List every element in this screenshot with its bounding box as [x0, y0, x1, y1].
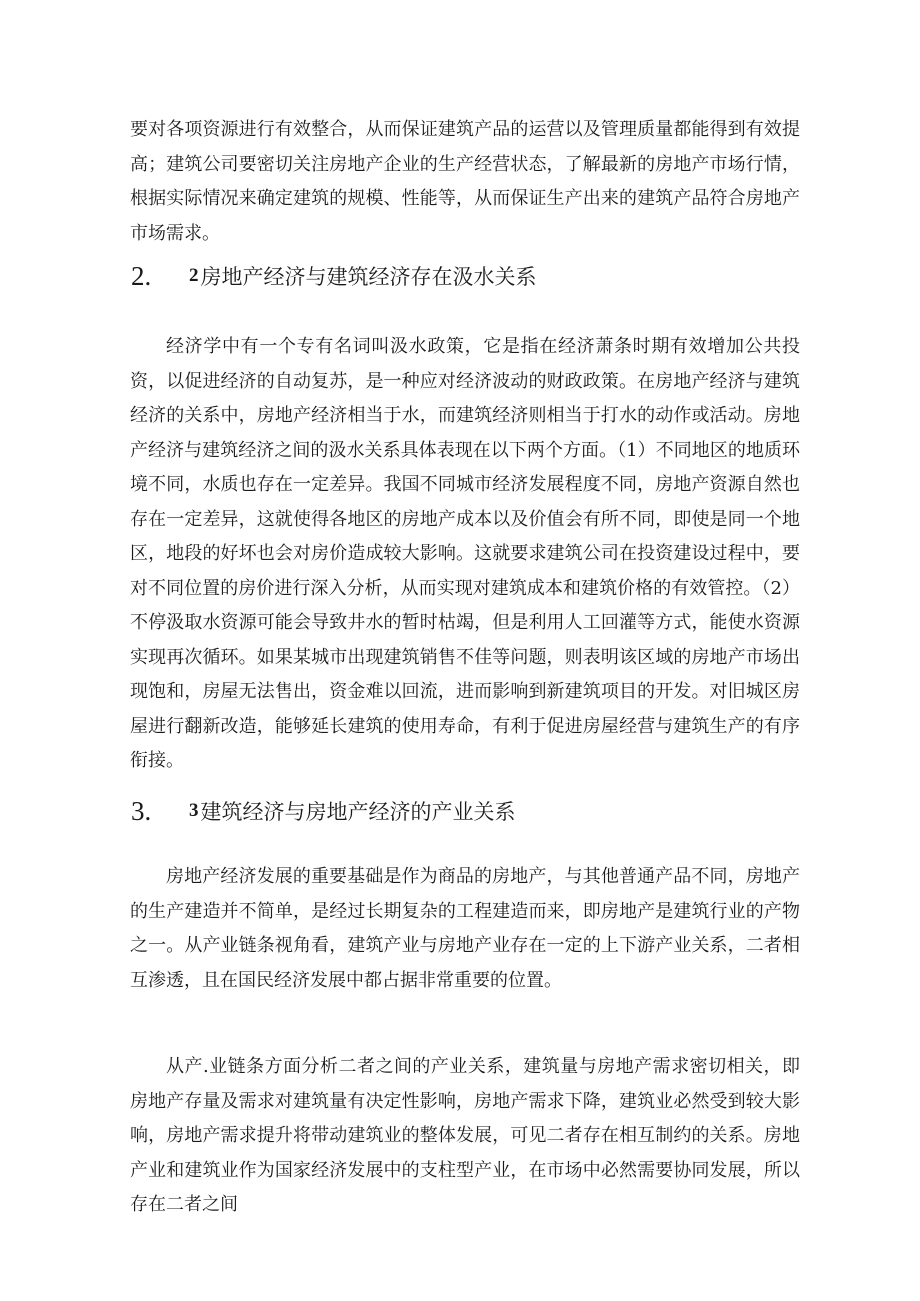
section-2-number: 2. — [131, 260, 152, 291]
section-3-paragraph-1: 房地产经济发展的重要基础是作为商品的房地产，与其他普通产品不同，房地产的生产建造并不简单，是经过长期复杂的工程建造而来，即房地产是建筑行业的产物之一。从产业链条视角看，建筑产业与房地产业存在一定的上下游产业关系，二者相互渗透，且在国民经济发展中都占据非常重要的位置。 — [130, 866, 800, 991]
section-2-heading — [131, 256, 537, 296]
section-2-title: 房地产经济与建筑经济存在汲水关系 — [200, 265, 537, 289]
section-3-title: 建筑经济与房地产经济的产业关系 — [200, 800, 516, 824]
section-3-heading — [131, 791, 516, 831]
section-3-paragraph-2: 从产.业链条方面分析二者之间的产业关系，建筑量与房地产需求密切相关，即房地产存量及需求对建筑量有决定性影响，房地产需求下降，建筑业必然受到较大影响，房地产需求提升将带动建筑业的整体发展，可见二者存在相互制约的关系。房地产业和建筑业作为国家经济发展中的支柱型产业，在市场中必然需要协同发展，所以存在二者之间 — [130, 1056, 800, 1215]
section-3-sub-number: 3 — [189, 800, 199, 821]
intro-paragraph: 要对各项资源进行有效整合，从而保证建筑产品的运营以及管理质量都能得到有效提高；建筑公司要密切关注房地产企业的生产经营状态，了解最新的房地产市场行情，根据实际情况来确定建筑的规模、性能等，从而保证生产出来的建筑产品符合房地产市场需求。 — [130, 119, 800, 244]
section-3-number: 3. — [131, 795, 152, 826]
section-2-sub-number: 2 — [189, 265, 199, 286]
section-2-paragraph: 经济学中有一个专有名词叫汲水政策，它是指在经济萧条时期有效增加公共投资，以促进经济的自动复苏，是一种应对经济波动的财政政策。在房地产经济与建筑经济的关系中，房地产经济相当于水，而建筑经济则相当于打水的动作或活动。房地产经济与建筑经济之间的汲水关系具体表现在以下两个方面。（1）不同地区的地质环境不同，水质也存在一定差异。我国不同城市经济发展程度不同，房地产资源自然也存在一定差异，这就使得各地区的房地产成本以及价值会有所不同，即使是同一个地区，地段的好坏也会对房价造成较大影响。这就要求建筑公司在投资建设过程中，要对不同位置的房价进行深入分析，从而实现对建筑成本和建筑价格的有效管控。（2）不停汲取水资源可能会导致井水的暂时枯竭，但是利用人工回灌等方式，能使水资源实现再次循环。如果某城市出现建筑销售不佳等问题，则表明该区域的房地产市场出现饱和，房屋无法售出，资金难以回流，进而影响到新建筑项目的开发。对旧城区房屋进行翻新改造，能够延长建筑的使用寿命，有利于促进房屋经营与建筑生产的有序衔接。 — [130, 336, 800, 771]
